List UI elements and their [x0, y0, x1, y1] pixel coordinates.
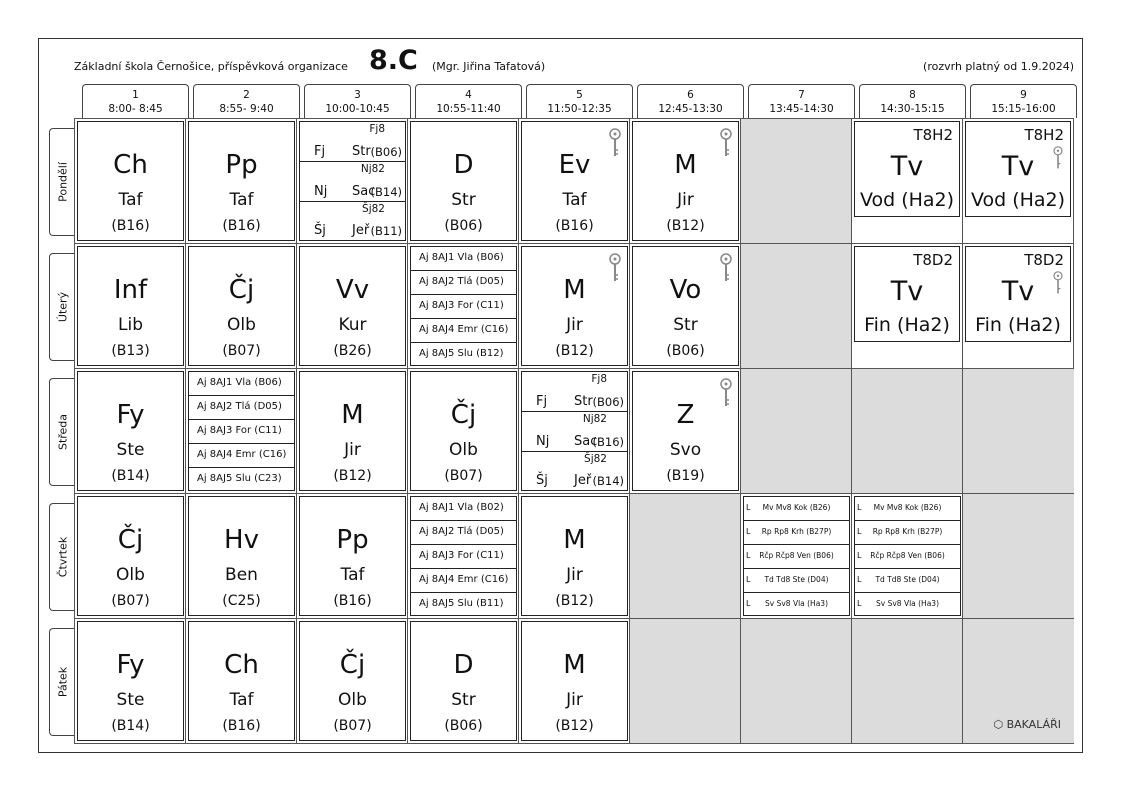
split-row: Nj82 Nj Sac (B14): [300, 162, 405, 202]
day-label-wednesday: Středa: [49, 378, 75, 486]
group-row: L Mv Mv8 Kok (B26): [744, 497, 849, 521]
lesson-wed-1[interactable]: Fy Ste (B14): [77, 371, 184, 491]
bakalari-logo: ⬡ BAKALÁŘI: [993, 718, 1061, 731]
split-row: Šj82 Šj Jeř (B14): [536, 453, 624, 488]
group-row: Aj 8AJ2 Tlá (D05): [411, 521, 516, 545]
group-row: Aj 8AJ2 Tlá (D05): [411, 271, 516, 295]
group-row: L Rp Rp8 Krh (B27P): [744, 521, 849, 545]
lesson-thu-4-groups[interactable]: [410, 496, 517, 616]
lesson-mon-8[interactable]: T8H2 Tv Vod (Ha2): [854, 121, 960, 217]
lesson-mon-4[interactable]: D Str (B06): [410, 121, 517, 241]
period-header-2: 2 8:55- 9:40: [193, 84, 300, 118]
split-row: Fj8 Fj Str (B06): [522, 372, 627, 412]
group-row: Aj 8AJ1 Vla (B02): [411, 497, 516, 521]
day-label-tuesday: Úterý: [49, 253, 75, 361]
group-row: L Sv Sv8 Vla (Ha3): [746, 599, 828, 608]
lesson-mon-3-split[interactable]: [299, 121, 406, 241]
period-header-4: 4 10:55-11:40: [415, 84, 522, 118]
day-label-monday: Pondělí: [49, 128, 75, 236]
empty-slot: [963, 494, 1074, 618]
class-title: 8.C: [369, 45, 418, 76]
timetable-grid: [74, 118, 1074, 744]
lesson-fri-4[interactable]: D Str (B06): [410, 621, 517, 741]
lesson-wed-3[interactable]: M Jir (B12): [299, 371, 406, 491]
lesson-tue-4-groups[interactable]: [410, 246, 517, 366]
lesson-tue-6[interactable]: Vo Str (B06): [632, 246, 739, 366]
period-header-9: 9 15:15-16:00: [970, 84, 1077, 118]
empty-slot: [741, 244, 852, 368]
day-label-thursday: Čtvrtek: [49, 503, 75, 611]
group-row: L Rčp Rčp8 Ven (B06): [744, 545, 849, 569]
lesson-tue-5[interactable]: M Jir (B12): [521, 246, 628, 366]
lesson-wed-2-groups[interactable]: [188, 371, 295, 491]
period-header-3: 3 10:00-10:45: [304, 84, 411, 118]
lesson-wed-5-split[interactable]: [521, 371, 628, 491]
group-row: L Rp Rp8 Krh (B27P): [855, 521, 960, 545]
lesson-thu-7-groups[interactable]: [743, 496, 850, 616]
lesson-fri-3[interactable]: Čj Olb (B07): [299, 621, 406, 741]
group-row: Aj 8AJ4 Emr (C16): [189, 444, 294, 468]
lesson-fri-2[interactable]: Ch Taf (B16): [188, 621, 295, 741]
period-header-6: 6 12:45-13:30: [637, 84, 744, 118]
lesson-tue-1[interactable]: Inf Lib (B13): [77, 246, 184, 366]
lesson-thu-2[interactable]: Hv Ben (C25): [188, 496, 295, 616]
lesson-mon-1[interactable]: Ch Taf (B16): [77, 121, 184, 241]
group-row: Aj 8AJ3 For (C11): [411, 295, 516, 319]
logo-icon: ⬡: [993, 718, 1004, 731]
lesson-thu-1[interactable]: Čj Olb (B07): [77, 496, 184, 616]
lesson-tue-8[interactable]: T8D2 Tv Fin (Ha2): [854, 246, 960, 342]
group-row: L Rčp Rčp8 Ven (B06): [855, 545, 960, 569]
group-row: L Td Td8 Ste (D04): [855, 569, 960, 593]
empty-slot: [741, 369, 1074, 493]
split-row: Nj82 Nj Sac (B16): [522, 412, 627, 452]
group-row: Aj 8AJ5 Slu (B12): [419, 348, 504, 359]
group-row: L Td Td8 Ste (D04): [744, 569, 849, 593]
lesson-mon-2[interactable]: Pp Taf (B16): [188, 121, 295, 241]
school-name: Základní škola Černošice, příspěvková organizace: [74, 60, 348, 73]
lesson-mon-5[interactable]: Ev Taf (B16): [521, 121, 628, 241]
valid-from: (rozvrh platný od 1.9.2024): [923, 60, 1074, 73]
lesson-fri-5[interactable]: M Jir (B12): [521, 621, 628, 741]
lesson-tue-2[interactable]: Čj Olb (B07): [188, 246, 295, 366]
group-row: L Mv Mv8 Kok (B26): [855, 497, 960, 521]
group-row: Aj 8AJ5 Slu (B11): [419, 598, 504, 609]
day-label-friday: Pátek: [49, 628, 75, 736]
period-header-1: 1 8:00- 8:45: [82, 84, 189, 118]
period-header-8: 8 14:30-15:15: [859, 84, 966, 118]
split-row: Fj8 Fj Str (B06): [300, 122, 405, 162]
group-row: Aj 8AJ3 For (C11): [411, 545, 516, 569]
split-row: Šj82 Šj Jeř (B11): [314, 203, 402, 238]
group-row: Aj 8AJ5 Slu (C23): [197, 473, 282, 484]
group-row: Aj 8AJ3 For (C11): [189, 420, 294, 444]
group-row: Aj 8AJ4 Emr (C16): [411, 319, 516, 343]
lesson-thu-5[interactable]: M Jir (B12): [521, 496, 628, 616]
group-row: Aj 8AJ1 Vla (B06): [411, 247, 516, 271]
class-teacher: (Mgr. Jiřina Tafatová): [432, 60, 546, 73]
group-row: Aj 8AJ4 Emr (C16): [411, 569, 516, 593]
lesson-thu-8-groups[interactable]: [854, 496, 961, 616]
lesson-thu-3[interactable]: Pp Taf (B16): [299, 496, 406, 616]
lesson-tue-3[interactable]: Vv Kur (B26): [299, 246, 406, 366]
empty-slot: [630, 494, 741, 618]
group-row: L Sv Sv8 Vla (Ha3): [857, 599, 939, 608]
lesson-wed-4[interactable]: Čj Olb (B07): [410, 371, 517, 491]
group-row: Aj 8AJ2 Tlá (D05): [189, 396, 294, 420]
empty-slot: [741, 119, 852, 243]
group-row: Aj 8AJ1 Vla (B06): [189, 372, 294, 396]
lesson-mon-9[interactable]: T8H2 Tv Vod (Ha2): [965, 121, 1071, 217]
period-header-5: 5 11:50-12:35: [526, 84, 633, 118]
period-header-7: 7 13:45-14:30: [748, 84, 855, 118]
lesson-fri-1[interactable]: Fy Ste (B14): [77, 621, 184, 741]
lesson-tue-9[interactable]: T8D2 Tv Fin (Ha2): [965, 246, 1071, 342]
lesson-mon-6[interactable]: M Jir (B12): [632, 121, 739, 241]
lesson-wed-6[interactable]: Z Svo (B19): [632, 371, 739, 491]
